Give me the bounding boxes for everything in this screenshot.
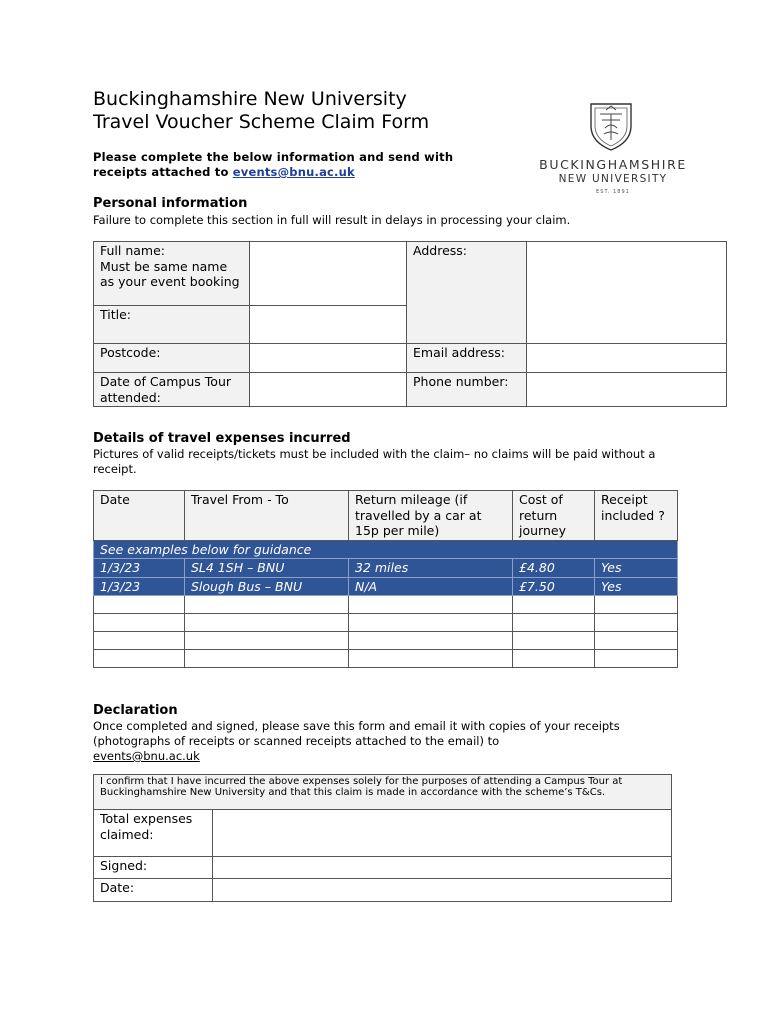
entry-date-input[interactable] (94, 632, 185, 650)
declaration-date-input[interactable] (213, 879, 672, 902)
personal-heading: Personal information (93, 196, 248, 211)
example-row (94, 577, 678, 596)
title-label: Title: (94, 306, 250, 344)
email-label: Email address: (407, 344, 527, 373)
intro-email-link[interactable]: events@bnu.ac.uk (232, 165, 355, 179)
logo-line-2: NEW UNIVERSITY (558, 173, 668, 185)
entry-cost-input[interactable] (513, 614, 595, 632)
address-label: Address: (407, 242, 527, 344)
declaration-heading: Declaration (93, 703, 178, 718)
entry-cost-input[interactable] (513, 650, 595, 668)
expense-entry-row (94, 596, 678, 614)
entry-receipt-input[interactable] (595, 614, 678, 632)
title-input[interactable] (250, 306, 407, 344)
declaration-email-link[interactable]: events@bnu.ac.uk (93, 749, 200, 763)
example-cost: £4.80 (513, 559, 595, 578)
expense-entry-row (94, 614, 678, 632)
entry-mileage-input[interactable] (349, 614, 513, 632)
example-receipt: Yes (595, 559, 678, 578)
col-header-cost: Cost of return journey (513, 491, 595, 541)
total-input[interactable] (213, 810, 672, 857)
logo-line-1: BUCKINGHAMSHIRE (539, 157, 687, 172)
entry-travel-input[interactable] (185, 596, 349, 614)
example-date: 1/3/23 (94, 559, 185, 578)
example-travel: SL4 1SH – BNU (185, 559, 349, 578)
entry-travel-input[interactable] (185, 614, 349, 632)
expense-entry-row (94, 632, 678, 650)
col-header-travel: Travel From - To (185, 491, 349, 541)
email-input[interactable] (527, 344, 727, 373)
entry-date-input[interactable] (94, 614, 185, 632)
guidance-row: See examples below for guidance (94, 540, 678, 559)
intro-sentence: Please complete the below information and send with receipts attached to (93, 150, 454, 179)
declaration-date-label: Date: (94, 879, 213, 902)
declaration-text (93, 719, 653, 764)
entry-receipt-input[interactable] (595, 650, 678, 668)
expenses-table (93, 490, 678, 668)
full-name-input[interactable] (250, 242, 407, 306)
tour-date-input[interactable] (250, 373, 407, 407)
example-receipt: Yes (595, 577, 678, 596)
postcode-input[interactable] (250, 344, 407, 373)
example-row (94, 559, 678, 578)
entry-date-input[interactable] (94, 596, 185, 614)
col-header-date: Date (94, 491, 185, 541)
entry-date-input[interactable] (94, 650, 185, 668)
declaration-confirm: I confirm that I have incurred the above expenses solely for the purposes of attending a Campus Tour at Buckinghamshire New University and that this claim is made in accordance with the scheme’s T&Cs. (94, 775, 672, 810)
signature-input[interactable] (213, 857, 672, 879)
full-name-label: Full name: (100, 243, 166, 258)
example-date: 1/3/23 (94, 577, 185, 596)
entry-cost-input[interactable] (513, 596, 595, 614)
expense-entry-row (94, 650, 678, 668)
entry-mileage-input[interactable] (349, 596, 513, 614)
example-mileage: 32 miles (349, 559, 513, 578)
crest-icon (586, 100, 636, 152)
title-line-1: Buckinghamshire New University (93, 88, 407, 110)
expenses-note: Pictures of valid receipts/tickets must be included with the claim– no claims will be paid without a receipt. (93, 447, 656, 476)
phone-label: Phone number: (407, 373, 527, 407)
entry-travel-input[interactable] (185, 632, 349, 650)
entry-cost-input[interactable] (513, 632, 595, 650)
address-input[interactable] (527, 242, 727, 344)
logo-line-3: EST. 1891 (596, 189, 630, 195)
tour-date-label: Date of Campus Tour attended: (94, 373, 250, 407)
full-name-hint: Must be same name as your event booking (100, 258, 240, 289)
total-label: Total expenses claimed: (94, 810, 213, 857)
example-cost: £7.50 (513, 577, 595, 596)
col-header-receipt: Receipt included ? (595, 491, 678, 541)
example-mileage: N/A (349, 577, 513, 596)
expenses-heading: Details of travel expenses incurred (93, 431, 351, 446)
university-logo (528, 100, 698, 200)
declaration-table (93, 774, 672, 902)
col-header-mileage: Return mileage (if travelled by a car at 15p per mile) (349, 491, 513, 541)
entry-mileage-input[interactable] (349, 632, 513, 650)
postcode-label: Postcode: (94, 344, 250, 373)
entry-receipt-input[interactable] (595, 632, 678, 650)
form-title (93, 88, 429, 134)
full-name-label-cell (94, 242, 250, 306)
entry-mileage-input[interactable] (349, 650, 513, 668)
title-line-2: Travel Voucher Scheme Claim Form (93, 111, 430, 133)
declaration-sentence: Once completed and signed, please save this form and email it with copies of your receipts (photographs of receipts or scanned receipts attached to the email) to (93, 719, 620, 748)
personal-info-table (93, 241, 727, 407)
intro-text (93, 150, 503, 180)
entry-travel-input[interactable] (185, 650, 349, 668)
entry-receipt-input[interactable] (595, 596, 678, 614)
example-travel: Slough Bus – BNU (185, 577, 349, 596)
signed-label: Signed: (94, 857, 213, 879)
phone-input[interactable] (527, 373, 727, 407)
personal-note: Failure to complete this section in full will result in delays in processing your claim. (93, 213, 571, 227)
